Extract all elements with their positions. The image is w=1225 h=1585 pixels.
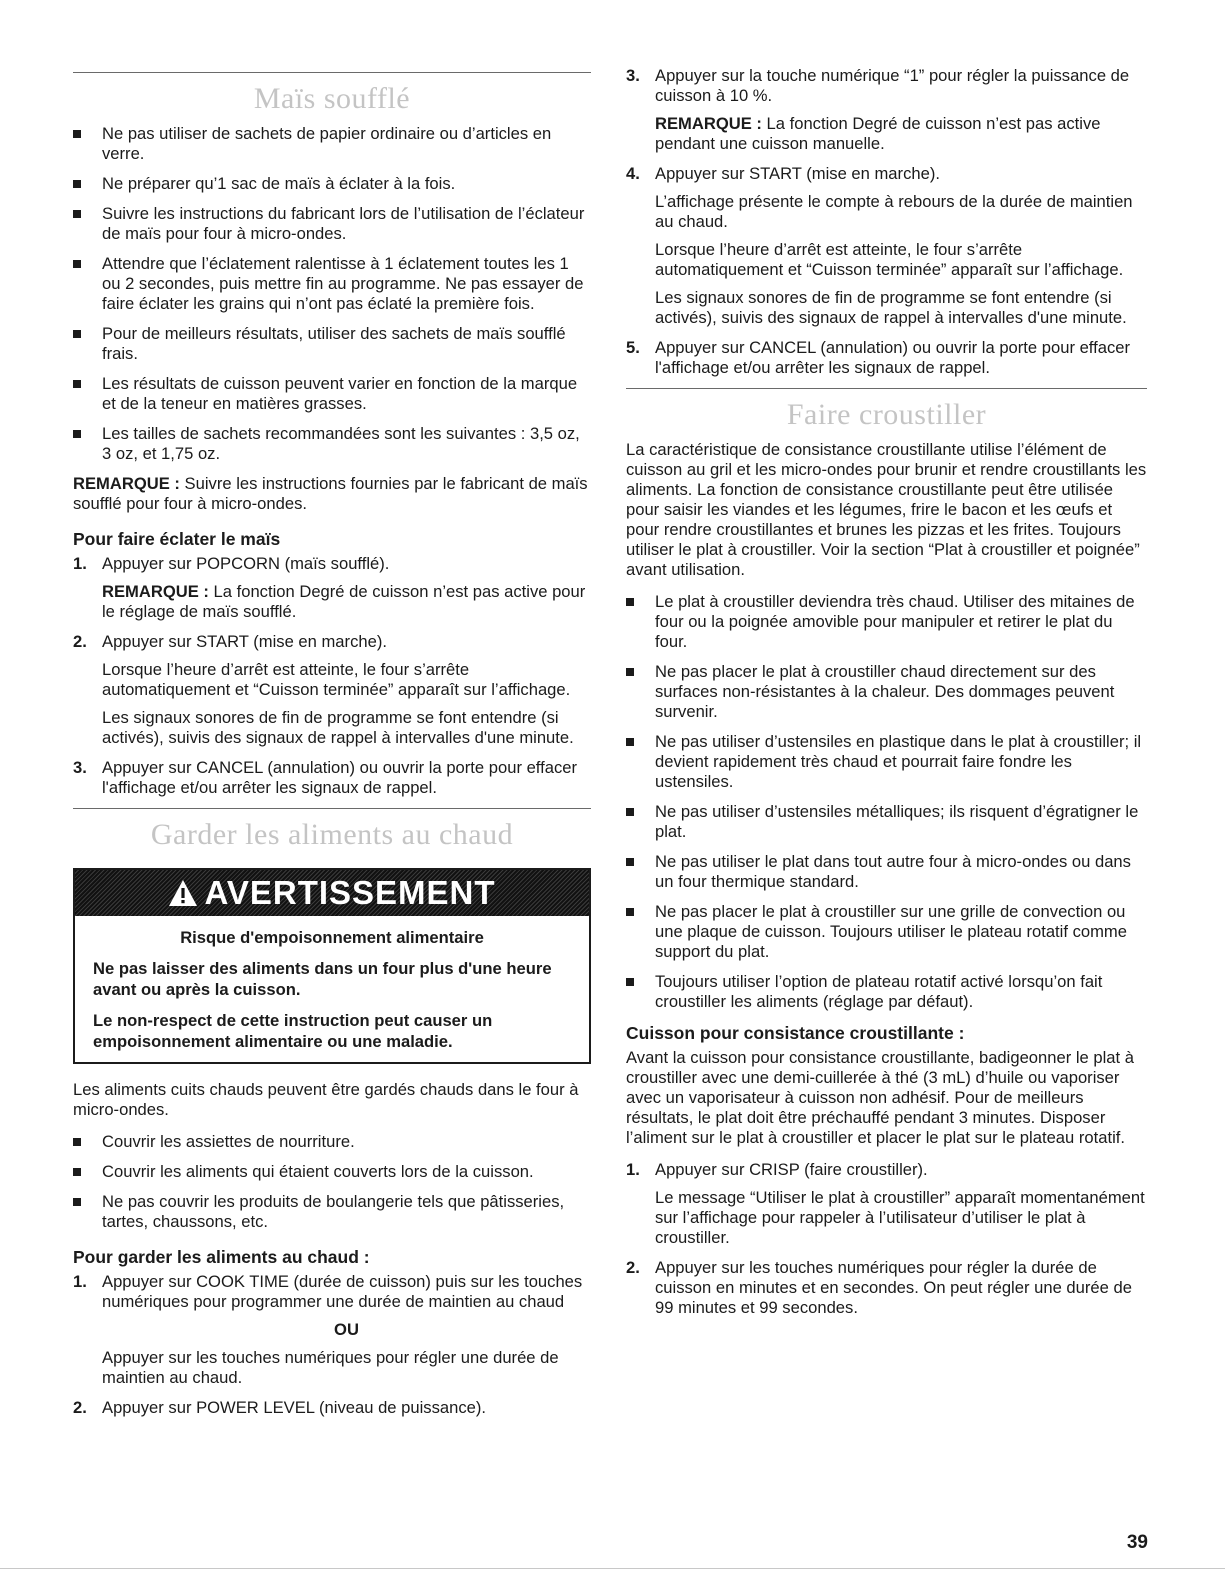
step-item: 4. Appuyer sur START (mise en marche). L’affichage présente le compte à rebours de la durée de maintien au chaud. Lorsque l’heure d’arrêt est atteinte, le four s’arrête automatiquement et “Cuisson terminée” apparaît sur l’affichage. Les signaux sonores de fin de programme se font entendre (si activés), suivis des signaux de rappel à intervalles d'une minute. (626, 164, 1133, 327)
warning-triangle-icon (168, 879, 198, 907)
step-note: REMARQUE : La fonction Degré de cuisson n’est pas active pendant une cuisson manuelle. (655, 114, 1101, 153)
bottom-divider (0, 1568, 1225, 1569)
page-number: 39 (1126, 1532, 1148, 1553)
crisp-intro: La caractéristique de consistance croustillante utilise l’élément de cuisson au gril et les micro-ondes pour brunir et rendre croustillants les aliments. La fonction de consistance croustillante peut être utilisée pour saisir les viandes et les légumes, frire le bacon et les œufs et pour rendre croustillantes et brunes les pizzas et les frites. Toujours utiliser le plat à croustiller. Voir la section “Plat à croustiller et poignée” avant utilisation. (626, 440, 1147, 579)
popcorn-steps (73, 554, 591, 798)
keep-warm-intro: Les aliments cuits chauds peuvent être gardés chauds dans le four à micro-ondes. (73, 1080, 579, 1119)
subhead-keep-warm: Pour garder les aliments au chaud : (73, 1247, 370, 1267)
or-separator: OU (334, 1320, 359, 1339)
step-item: 2. Appuyer sur les touches numériques pour régler la durée de cuisson en minutes et en secondes. On peut régler une durée de 99 minutes et 99 secondes. (626, 1258, 1132, 1317)
list-item: Ne pas utiliser d’ustensiles métalliques; ils risquent d’égratigner le plat. (626, 802, 1147, 842)
keep-warm-bullet-list (73, 1132, 591, 1232)
section-divider (73, 72, 591, 73)
crisp-steps (626, 1160, 1147, 1318)
left-column (73, 72, 591, 1428)
step-item: 2. Appuyer sur POWER LEVEL (niveau de puissance). (73, 1398, 486, 1417)
right-column (626, 66, 1147, 1328)
list-item: Ne pas placer le plat à croustiller chaud directement sur des surfaces non-résistantes à la chaleur. Des dommages peuvent survenir. (626, 662, 1147, 722)
warning-label: AVERTISSEMENT (204, 874, 496, 911)
subhead-crisp: Cuisson pour consistance croustillante : (626, 1023, 965, 1043)
warning-box (73, 868, 591, 1064)
section-divider (73, 808, 591, 809)
list-item: Ne pas utiliser de sachets de papier ordinaire ou d’articles en verre. (73, 124, 591, 164)
list-item: Suivre les instructions du fabricant lors de l’utilisation de l’éclateur de maïs pour four à micro-ondes. (73, 204, 591, 244)
step-item: 3. Appuyer sur CANCEL (annulation) ou ouvrir la porte pour effacer l'affichage et/ou arrêter les signaux de rappel. (73, 758, 578, 797)
warning-risk: Risque d'empoisonnement alimentaire (180, 928, 484, 947)
list-item: Couvrir les assiettes de nourriture. (73, 1132, 591, 1152)
step-item: 3. Appuyer sur la touche numérique “1” pour régler la puissance de cuisson à 10 %. REMARQUE : La fonction Degré de cuisson n’est pas active pendant une cuisson manuelle. (626, 66, 1147, 154)
crisp-sub-intro: Avant la cuisson pour consistance croustillante, badigeonner le plat à croustiller avec une demi-cuillerée à thé (3 mL) d’huile ou vaporiser avec un vaporisateur à cuisson non adhésif. Pour de meilleurs résultats, le plat doit être préchauffé pendant 3 minutes. Disposer l’aliment sur le plat à croustiller et placer le plat sur le plateau rotatif. (626, 1048, 1134, 1147)
section-title-keep-warm: Garder les aliments au chaud (150, 818, 514, 851)
step-item: 1. Appuyer sur POPCORN (maïs soufflé). REMARQUE : La fonction Degré de cuisson n’est pas active pour le réglage de maïs soufflé. (73, 554, 591, 622)
step-note: REMARQUE : La fonction Degré de cuisson n’est pas active pour le réglage de maïs soufflé. (102, 582, 586, 621)
step-item: 2. Appuyer sur START (mise en marche). Lorsque l’heure d’arrêt est atteinte, le four s’arrête automatiquement et “Cuisson terminée” apparaît sur l’affichage. Les signaux sonores de fin de programme se font entendre (si activés), suivis des signaux de rappel à intervalles d'une minute. (73, 632, 574, 747)
warning-line: Ne pas laisser des aliments dans un four plus d'une heure avant ou après la cuisson. (93, 959, 552, 999)
step-item: 5. Appuyer sur CANCEL (annulation) ou ouvrir la porte pour effacer l'affichage et/ou arrêter les signaux de rappel. (626, 338, 1131, 377)
keep-warm-steps (73, 1272, 591, 1418)
popcorn-bullet-list (73, 124, 591, 464)
section-divider (626, 388, 1147, 389)
list-item: Les tailles de sachets recommandées sont les suivantes : 3,5 oz, 3 oz, et 1,75 oz. (73, 424, 591, 464)
section-title-crisp: Faire croustiller (786, 398, 987, 431)
list-item: Ne pas couvrir les produits de boulangerie tels que pâtisseries, tartes, chaussons, etc. (73, 1192, 591, 1232)
list-item: Attendre que l’éclatement ralentisse à 1 éclatement toutes les 1 ou 2 secondes, puis mettre fin au programme. Ne pas essayer de faire éclater les grains qui n’ont pas éclaté la première fois. (73, 254, 591, 314)
list-item: Pour de meilleurs résultats, utiliser des sachets de maïs soufflé frais. (73, 324, 591, 364)
list-item: Ne pas placer le plat à croustiller sur une grille de convection ou une plaque de cuisson. Toujours utiliser le plateau rotatif comme support du plat. (626, 902, 1147, 962)
keep-warm-steps-continued (626, 66, 1147, 378)
section-title-popcorn: Maïs soufflé (253, 82, 411, 115)
list-item: Ne pas utiliser le plat dans tout autre four à micro-ondes ou dans un four thermique standard. (626, 852, 1147, 892)
list-item: Le plat à croustiller deviendra très chaud. Utiliser des mitaines de four ou la poignée amovible pour manipuler et retirer le plat du four. (626, 592, 1147, 652)
popcorn-note: REMARQUE : Suivre les instructions fournies par le fabricant de maïs soufflé pour four à micro-ondes. (73, 474, 588, 513)
list-item: Les résultats de cuisson peuvent varier en fonction de la marque et de la teneur en matières grasses. (73, 374, 591, 414)
list-item: Ne pas utiliser d’ustensiles en plastique dans le plat à croustiller; il devient rapidement très chaud et pourrait faire fondre les ustensiles. (626, 732, 1147, 792)
step-item: 1. Appuyer sur CRISP (faire croustiller). Le message “Utiliser le plat à croustiller” apparaît momentanément sur l’affichage pour rappeler à l’utilisateur d’utiliser le plat à croustiller. (626, 1160, 1145, 1247)
subhead-popcorn: Pour faire éclater le maïs (73, 529, 281, 549)
warning-header (75, 870, 589, 916)
warning-line: Le non-respect de cette instruction peut causer un empoisonnement alimentaire ou une maladie. (93, 1011, 493, 1051)
list-item: Toujours utiliser l’option de plateau rotatif activé lorsqu’on fait croustiller les aliments (réglage par défaut). (626, 972, 1147, 1012)
list-item: Couvrir les aliments qui étaient couverts lors de la cuisson. (73, 1162, 591, 1182)
step-item: 1. Appuyer sur COOK TIME (durée de cuisson) puis sur les touches numériques pour programmer une durée de maintien au chaud OU Appuyer sur les touches numériques pour régler une durée de maintien au chaud. (73, 1272, 591, 1388)
crisp-bullet-list (626, 592, 1147, 1012)
warning-body (75, 916, 589, 1062)
list-item: Ne préparer qu’1 sac de maïs à éclater à la fois. (73, 174, 591, 194)
